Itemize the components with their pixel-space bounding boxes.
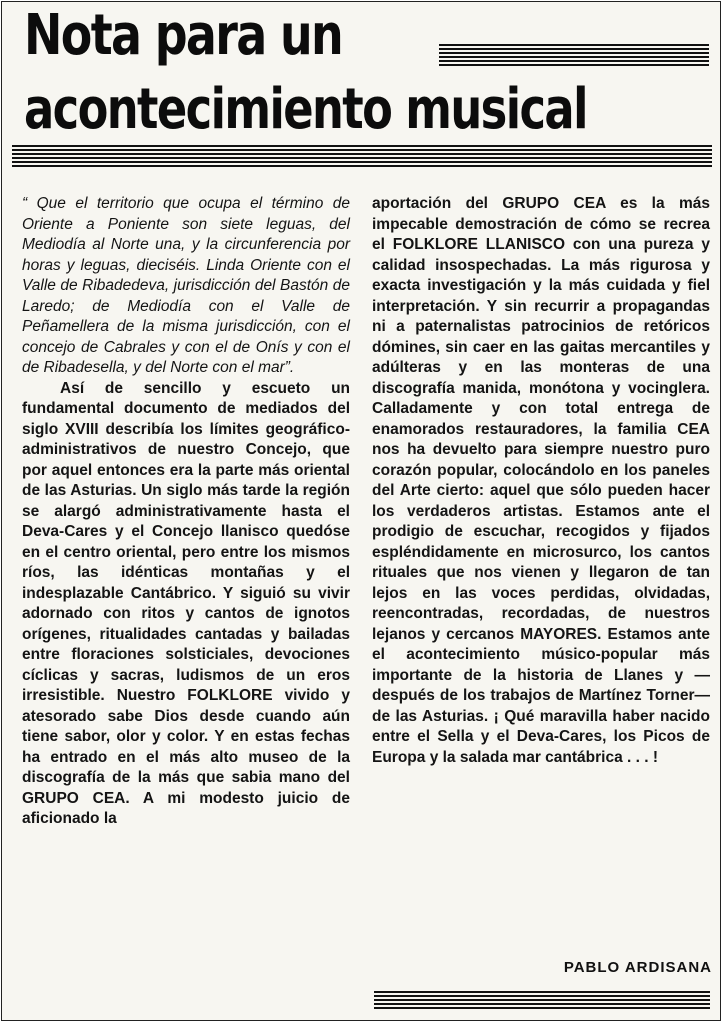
newspaper-clipping: [1, 1, 721, 1021]
left-body-text: Así de sencillo y escueto un fundamental documento de mediados del siglo XVIII describía los límites geográfico-administrativos de nuestro Concejo, que por aquel entonces era la parte más oriental de las Asturias. Un siglo más tarde la región se alargó administrativamente hasta el Deva-Cares y el Concejo llanisco quedóse en el centro oriental, pero entre los mismos ríos, las idénticas montañas y el indesplazable Cantábrico. Y siguió su vivir adornado con ritos y cantos de ignotos orígenes, ritualidades cantadas y bailadas entre floraciones solsticiales, devociones cíclicas y sacras, ludismos de un eros irresistible. Nuestro FOLKLORE vivido y atesorado sabe Dios desde cuando aún tiene sabor, olor y color. Y en estas fechas ha entrado en el más alto museo de la discografía de la más que sabia mano del GRUPO CEA. A mi modesto juicio de aficionado la: [22, 379, 350, 827]
title-rule-top: [439, 44, 709, 66]
footer-rule: [374, 991, 710, 1011]
article-title-line-2: acontecimiento musical: [24, 77, 587, 142]
article-title-line-1: Nota para un: [24, 3, 343, 68]
title-rule-bottom: [12, 145, 712, 169]
left-column: [22, 194, 350, 830]
right-column: [372, 194, 710, 768]
right-body-text: aportación del GRUPO CEA es la más impecable demostración de cómo se recrea el FOLKLORE LLANISCO con una pureza y calidad insospechadas. La más rigurosa y exacta investigación y la más cuidada y fiel interpretación. Y sin recurrir a propagandas ni a paternalistas patrocinios de retóricos dómines, sin caer en las gaitas mercantiles y adúlteras y en las monteras de una discografía manida, monótona y vocinglera. Calladamente y con total entrega de enamorados restauradores, la familia CEA nos ha devuelto para siempre nuestro puro corazón popular, colocándolo en los paneles del Arte cierto: aquel que sólo pueden hacer los verdaderos artistas. Estamos ante el prodigio de escuchar, recogidos y fijados espléndidamente en microsurco, los cantos rituales que nos vienen y llegaron de tan lejos en las voces perdidas, olvidadas, reencontradas, recordadas, de nuestros lejanos y cercanos MAYORES. Estamos ante el acontecimiento músico-popular más importante de la historia de Llanes y —después de los trabajos de Martínez Torner— de las Asturias. ¡ Qué maravilla haber nacido entre el Sella y el Deva-Cares, los Picos de Europa y la salada mar cantábrica . . . !: [372, 195, 710, 766]
author-signature: PABLO ARDISANA: [563, 959, 712, 976]
historical-quote: “ Que el territorio que ocupa el término de Oriente a Poniente son siete leguas, del Mediodía al Norte una, y la circunferencia por horas y leguas, dieciséis. Linda Oriente con el Valle de Ribadedeva, jurisdicción del Bastón de Laredo; de Mediodía con el Valle de Peñamellera de la misma jurisdicción, con el concejo de Cabrales y con el de Onís y con el de Ribadesella, y del Norte con el mar”.: [22, 195, 350, 376]
